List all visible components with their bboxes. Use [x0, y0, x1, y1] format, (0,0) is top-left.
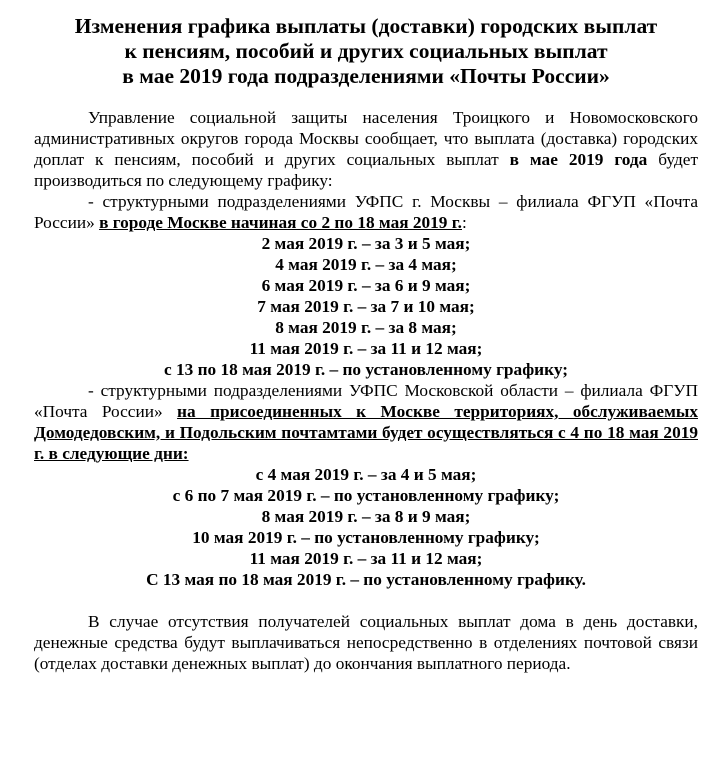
document-body	[34, 107, 698, 674]
section1-underlined: в городе Москве начиная со 2 по 18 мая 2019 г.	[99, 213, 462, 232]
schedule1-item: 2 мая 2019 г. – за 3 и 5 мая;	[261, 234, 471, 253]
section2-underlined: на присоединенных к Москве территориях, обслуживаемых Домодедовским, и Подольским почтамтами будет осуществляться с 4 по 18 мая 2019 г. в следующие дни:	[34, 402, 699, 463]
document-title	[34, 14, 698, 89]
title-line-3: в мае 2019 года подразделениями «Почты России»	[122, 64, 610, 88]
schedule1-item: 7 мая 2019 г. – за 7 и 10 мая;	[257, 297, 475, 316]
schedule2-item: с 4 мая 2019 г. – за 4 и 5 мая;	[255, 465, 477, 484]
schedule2-item: 8 мая 2019 г. – за 8 и 9 мая;	[261, 507, 471, 526]
schedule2-item: 10 мая 2019 г. – по установленному графику;	[192, 528, 540, 547]
section1-tail: :	[461, 213, 467, 232]
intro-bold-period: в мае 2019 года	[509, 150, 648, 169]
intro-text: Управление социальной защиты населения Троицкого и Новомосковского административных округов города Москвы сообщает, что выплата (доставка) городских доплат к пенсиям, пособий и других социальных выплат	[34, 108, 698, 169]
document-page	[34, 14, 698, 674]
intro-paragraph	[34, 107, 698, 191]
schedule2-list	[34, 464, 698, 590]
schedule2-item: С 13 мая по 18 мая 2019 г. – по установленному графику.	[146, 570, 586, 589]
schedule1-item: 11 мая 2019 г. – за 11 и 12 мая;	[249, 339, 483, 358]
schedule2-item: с 6 по 7 мая 2019 г. – по установленному графику;	[172, 486, 560, 505]
schedule1-list	[34, 233, 698, 380]
schedule1-item: 4 мая 2019 г. – за 4 мая;	[275, 255, 457, 274]
schedule1-item: с 13 по 18 мая 2019 г. – по установленному графику;	[164, 360, 568, 379]
schedule2-item: 11 мая 2019 г. – за 11 и 12 мая;	[249, 549, 483, 568]
section1-text: - структурными подразделениями УФПС г. Москвы – филиала ФГУП «Почта России»	[34, 192, 698, 232]
section2-paragraph	[34, 380, 698, 464]
title-line-2: к пенсиям, пособий и других социальных выплат	[124, 39, 608, 63]
closing-paragraph: В случае отсутствия получателей социальных выплат дома в день доставки, денежные средства будут выплачиваться непосредственно в отделениях почтовой связи (отделах доставки денежных выплат) до окончания выплатного периода.	[34, 612, 698, 673]
schedule1-item: 8 мая 2019 г. – за 8 мая;	[275, 318, 457, 337]
title-line-1: Изменения графика выплаты (доставки) городских выплат	[74, 14, 658, 38]
intro-text-end: будет производиться по следующему графику:	[34, 150, 699, 190]
section2-text: - структурными подразделениями УФПС Московской области – филиала ФГУП «Почта России»	[34, 381, 698, 421]
section1-paragraph	[34, 191, 698, 233]
paragraph-spacer	[34, 590, 698, 611]
schedule1-item: 6 мая 2019 г. – за 6 и 9 мая;	[261, 276, 471, 295]
